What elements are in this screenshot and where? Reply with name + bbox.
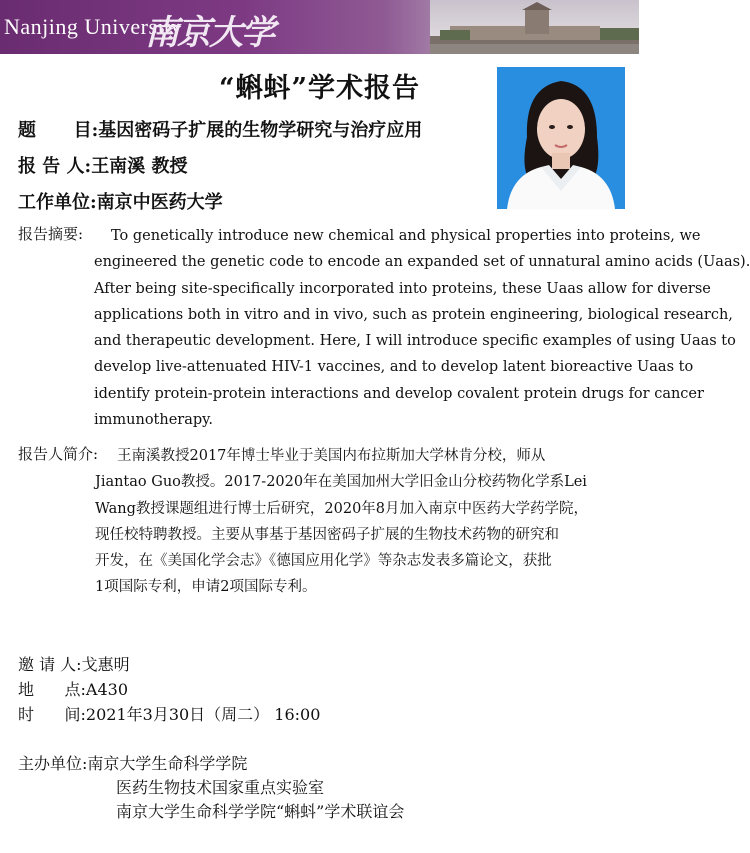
abstract-line: identify protein-protein interactions and develop covalent protein drugs for cancer — [94, 385, 704, 402]
bio-line: 1项国际专利，申请2项国际专利。 — [95, 579, 317, 596]
bio-body — [95, 443, 629, 601]
bio-line: Wang教授课题组进行博士后研究，2020年8月加入南京中医药大学药学院， — [95, 500, 589, 517]
bio-label: 报告人简介: — [18, 445, 99, 463]
venue-value: A430 — [85, 680, 129, 699]
campus-building-image — [430, 0, 639, 54]
time-label: 时 间: — [18, 705, 86, 724]
speaker-row — [18, 152, 187, 178]
abstract-line: engineered the genetic code to encode an expanded set of unnatural amino acids (Uaas). — [94, 254, 750, 271]
abstract-label: 报告摘要: — [18, 225, 84, 243]
university-name-en: Nanjing University — [4, 14, 183, 39]
bio-line: 开发，在《美国化学会志》《德国应用化学》等杂志发表多篇论文，获批 — [95, 553, 552, 570]
portrait-icon — [497, 67, 625, 209]
abstract-line: After being site-specifically incorporated into proteins, these Uaas allow for diverse — [94, 280, 711, 297]
host-row — [18, 752, 404, 776]
abstract-line: immunotherapy. — [94, 412, 214, 429]
topic-label: 题 目: — [18, 120, 99, 141]
inviter-value: 戈惠明 — [81, 655, 130, 674]
abstract-line: develop live-attenuated HIV-1 vaccines, and to develop latent bioreactive Uaas to — [94, 359, 694, 376]
host-label: 主办单位: — [18, 754, 88, 773]
host-line: 南京大学生命科学学院“蝌蚪”学术联谊会 — [116, 802, 405, 821]
topic-row — [18, 116, 422, 142]
host-section — [18, 752, 404, 824]
abstract-line: and therapeutic development. Here, I will introduce specific examples of using Uaas to — [94, 333, 736, 350]
abstract-body — [94, 223, 750, 433]
university-name-cn: 南京大学 — [145, 13, 273, 53]
speaker-label: 报 告 人: — [18, 156, 92, 177]
affiliation-label: 工作单位: — [18, 192, 97, 213]
host-line: 南京大学生命科学学院 — [87, 754, 248, 773]
page-title: “蝌蚪”学术报告 — [218, 73, 421, 104]
bio-line: 现任校特聘教授。主要从事基于基因密码子扩展的生物技术药物的研究和 — [95, 526, 559, 543]
time-row — [18, 702, 320, 725]
venue-row — [18, 677, 128, 700]
host-line: 医药生物技术国家重点实验室 — [116, 778, 325, 797]
abstract-line: applications both in vitro and in vivo, such as protein engineering, biological research, — [94, 306, 733, 323]
affiliation-value: 南京中医药大学 — [96, 192, 223, 213]
inviter-row — [18, 652, 130, 675]
bio-line: 王南溪教授2017年博士毕业于美国内布拉斯加大学林肯分校，师从 — [117, 448, 546, 464]
affiliation-row — [18, 188, 223, 214]
speaker-photo — [497, 67, 625, 209]
speaker-value: 王南溪 教授 — [91, 156, 188, 177]
topic-value: 基因密码子扩展的生物学研究与治疗应用 — [98, 120, 423, 141]
time-value: 2021年3月30日（周二） 16:00 — [85, 705, 321, 724]
inviter-label: 邀 请 人: — [18, 655, 82, 674]
abstract-line: To genetically introduce new chemical and physical properties into proteins, we — [111, 228, 701, 244]
venue-label: 地 点: — [18, 680, 86, 699]
header-banner — [0, 0, 639, 54]
bio-line: Jiantao Guo教授。2017-2020年在美国加州大学旧金山分校药物化学系Lei — [95, 474, 587, 491]
